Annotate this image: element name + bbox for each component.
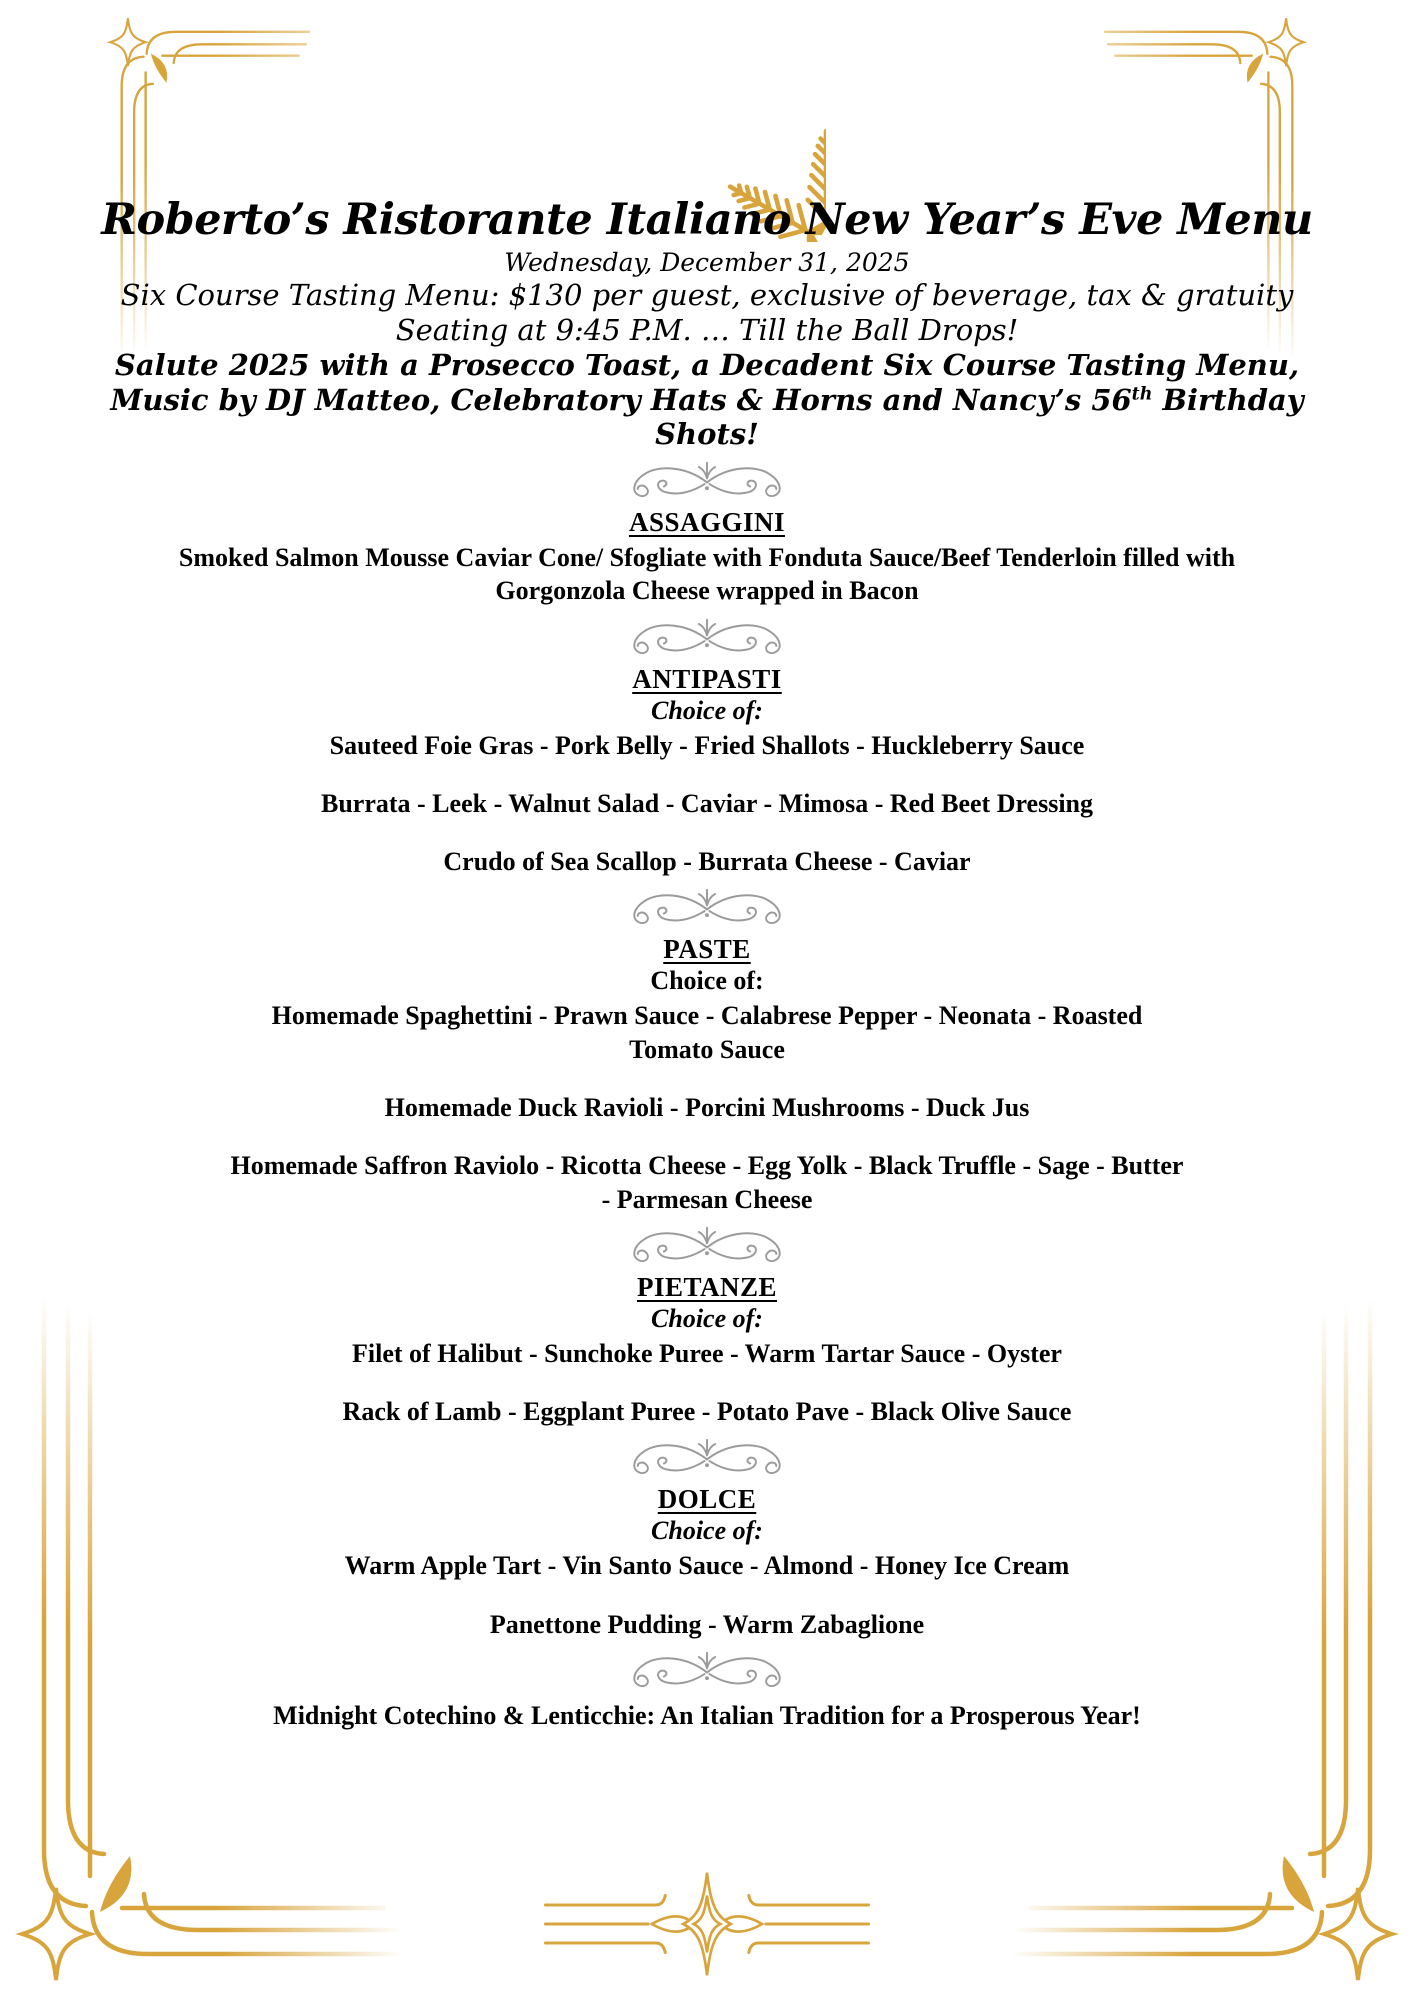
page-title: Roberto’s Ristorante Italiano New Year’s Eve Menu xyxy=(101,195,1313,245)
menu-item: Panettone Pudding - Warm Zabaglione xyxy=(489,1609,925,1639)
menu-item: Homemade Duck Ravioli - Porcini Mushrooms - Duck Jus xyxy=(384,1093,1030,1123)
menu-item: Rack of Lamb - Eggplant Puree - Potato Pave - Black Olive Sauce xyxy=(342,1397,1072,1427)
flourish-divider-icon xyxy=(609,1648,805,1692)
section-title: PIETANZE xyxy=(636,1271,778,1302)
seating-line: Seating at 9:45 P.M. … Till the Ball Drops! xyxy=(395,313,1019,348)
flourish-divider-icon xyxy=(609,615,805,659)
event-date: Wednesday, December 31, 2025 xyxy=(504,248,910,278)
flourish-divider-icon xyxy=(609,458,805,502)
promo-line-2-suffix: Birthday Shots! xyxy=(655,383,1304,452)
section-dolce xyxy=(77,1484,1337,1641)
section-pietanze xyxy=(77,1272,1337,1429)
menu-item: Burrata - Leek - Walnut Salad - Caviar - Mimosa - Red Beet Dressing xyxy=(320,788,1094,818)
section-antipasti xyxy=(77,664,1337,879)
choice-of-label: Choice of: xyxy=(650,966,764,996)
promo-line-1: Salute 2025 with a Prosecco Toast, a Decadent Six Course Tasting Menu, xyxy=(114,348,1300,383)
menu-item: Homemade Saffron Raviolo - Ricotta Cheese - Egg Yolk - Black Truffle - Sage - Butter - Parmesan Cheese xyxy=(230,1151,1184,1214)
menu-item: Sauteed Foie Gras - Pork Belly - Fried Shallots - Huckleberry Sauce xyxy=(329,730,1085,760)
section-title: DOLCE xyxy=(657,1484,757,1515)
choice-of-label: Choice of: xyxy=(651,1516,763,1546)
section-title: PASTE xyxy=(663,934,751,965)
pricing-line: Six Course Tasting Menu: $130 per guest, exclusive of beverage, tax & gratuity xyxy=(120,278,1294,313)
section-title: ASSAGGINI xyxy=(628,507,786,538)
section-assaggini xyxy=(77,507,1337,608)
menu-item: Smoked Salmon Mousse Caviar Cone/ Sfogliate with Fonduta Sauce/Beef Tenderloin filled with Gorgonzola Cheese wrapped in Bacon xyxy=(178,543,1236,606)
menu-item: Homemade Spaghettini - Prawn Sauce - Calabrese Pepper - Neonata - Roasted Tomato Sauce xyxy=(271,1001,1143,1064)
promo-line-2-text: Music by DJ Matteo, Celebratory Hats & Horns and Nancy’s 56 xyxy=(110,383,1132,418)
flourish-divider-icon xyxy=(609,1223,805,1267)
gold-star-line-divider-icon xyxy=(536,1867,878,1986)
section-paste xyxy=(77,934,1337,1215)
menu-content xyxy=(77,0,1337,1731)
promo-line-2 xyxy=(77,383,1337,451)
midnight-tradition-note: Midnight Cotechino & Lenticchie: An Italian Tradition for a Prosperous Year! xyxy=(273,1700,1141,1730)
promo-ordinal-superscript: th xyxy=(1131,384,1153,405)
menu-item: Crudo of Sea Scallop - Burrata Cheese - Caviar xyxy=(443,847,971,877)
choice-of-label: Choice of: xyxy=(651,695,763,725)
flourish-divider-icon xyxy=(609,1435,805,1479)
menu-item: Warm Apple Tart - Vin Santo Sauce - Almond - Honey Ice Cream xyxy=(344,1551,1070,1581)
menu-item: Filet of Halibut - Sunchoke Puree - Warm Tartar Sauce - Oyster xyxy=(352,1338,1062,1368)
flourish-divider-icon xyxy=(609,885,805,929)
choice-of-label: Choice of: xyxy=(651,1303,763,1333)
section-title: ANTIPASTI xyxy=(632,663,782,694)
